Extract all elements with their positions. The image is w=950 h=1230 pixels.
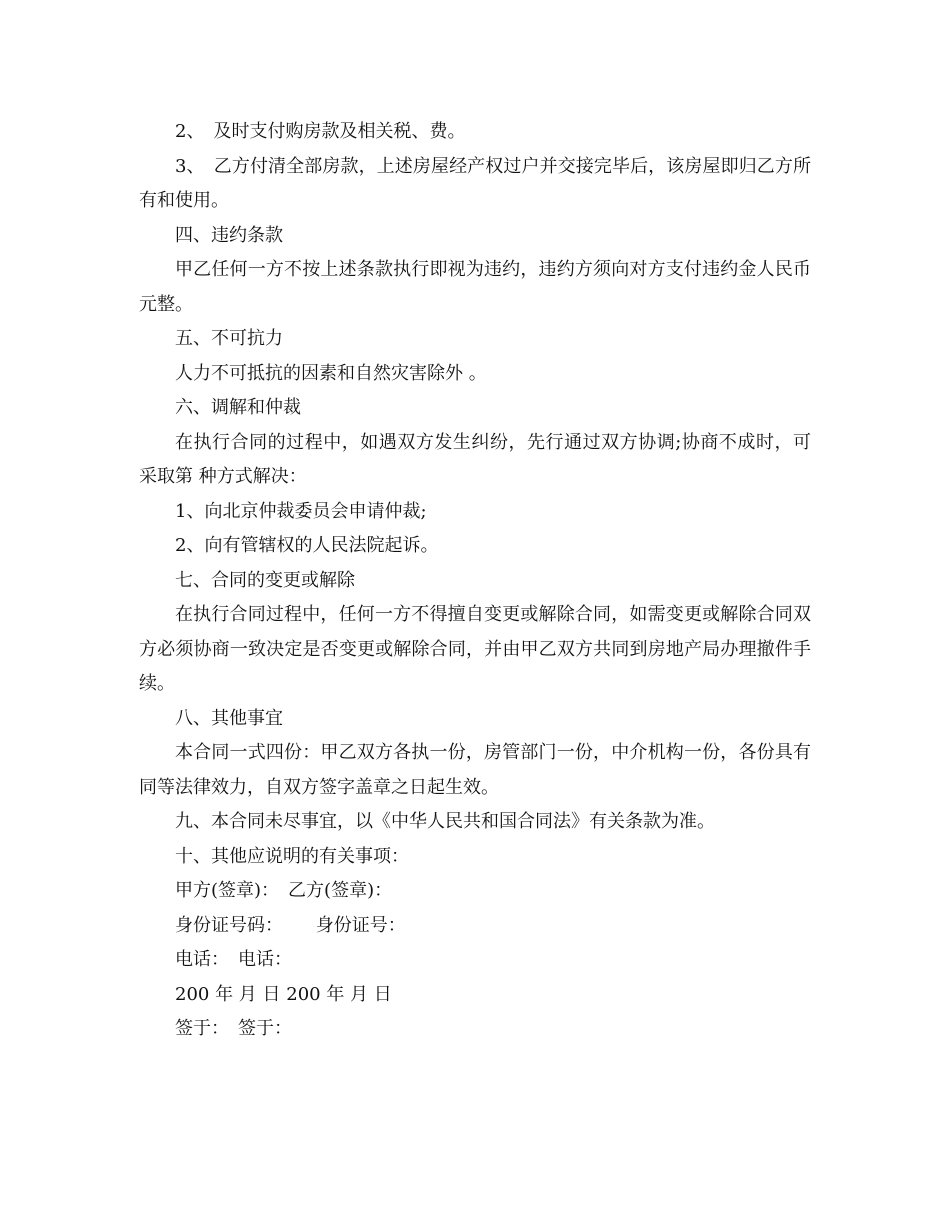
force-majeure-paragraph: 人力不可抵抗的因素和自然灾害除外 。 — [175, 362, 487, 384]
clause-3-ownership-transfer: 3、 乙方付清全部房款，上述房屋经产权过户并交接完毕后，该房屋即归乙方所有和使用。 — [139, 155, 811, 211]
breach-paragraph: 甲乙任何一方不按上述条款执行即视为违约，违约方须向对方支付违约金人民币 元整。 — [139, 259, 817, 315]
mediation-option-2: 2、向有管辖权的人民法院起诉。 — [175, 535, 439, 556]
clause-2-pay-promptly: 2、 及时支付购房款及相关税、费。 — [175, 121, 466, 142]
section-heading-amendment: 七、合同的变更或解除 — [175, 569, 355, 591]
section-ten-heading: 十、其他应说明的有关事项： — [175, 845, 409, 867]
mediation-option-1: 1、向北京仲裁委员会申请仲裁; — [175, 500, 427, 522]
date-line: 200 年 月 日 200 年 月 日 — [175, 983, 392, 1005]
copies-paragraph: 本合同一式四份：甲乙双方各执一份，房管部门一份，中介机构一份，各份具有同等法律效力，自双方签字盖章之日起生效。 — [139, 742, 811, 798]
amendment-paragraph: 在执行合同过程中，任何一方不得擅自变更或解除合同，如需变更或解除合同双方必须协商一致决定是否变更或解除合同，并由甲乙双方共同到房地产局办理撤件手续。 — [139, 604, 811, 694]
section-heading-breach: 四、违约条款 — [175, 224, 283, 246]
phone-line: 电话： 电话： — [175, 949, 292, 970]
contract-body — [139, 115, 817, 1047]
section-nine-paragraph: 九、本合同未尽事宜，以《中华人民共和国合同法》有关条款为准。 — [175, 811, 715, 832]
id-number-line: 身份证号码： 身份证号： — [175, 914, 406, 936]
section-heading-other: 八、其他事宜 — [175, 707, 283, 729]
signature-line: 甲方(签章)： 乙方(签章)： — [175, 880, 393, 901]
section-heading-force-majeure: 五、不可抗力 — [175, 328, 283, 349]
section-heading-mediation: 六、调解和仲裁 — [175, 397, 301, 418]
signed-at-line: 签于： 签于： — [175, 1018, 292, 1039]
mediation-paragraph: 在执行合同的过程中，如遇双方发生纠纷，先行通过双方协调;协商不成时，可采取第 种方式解决： — [139, 431, 811, 487]
